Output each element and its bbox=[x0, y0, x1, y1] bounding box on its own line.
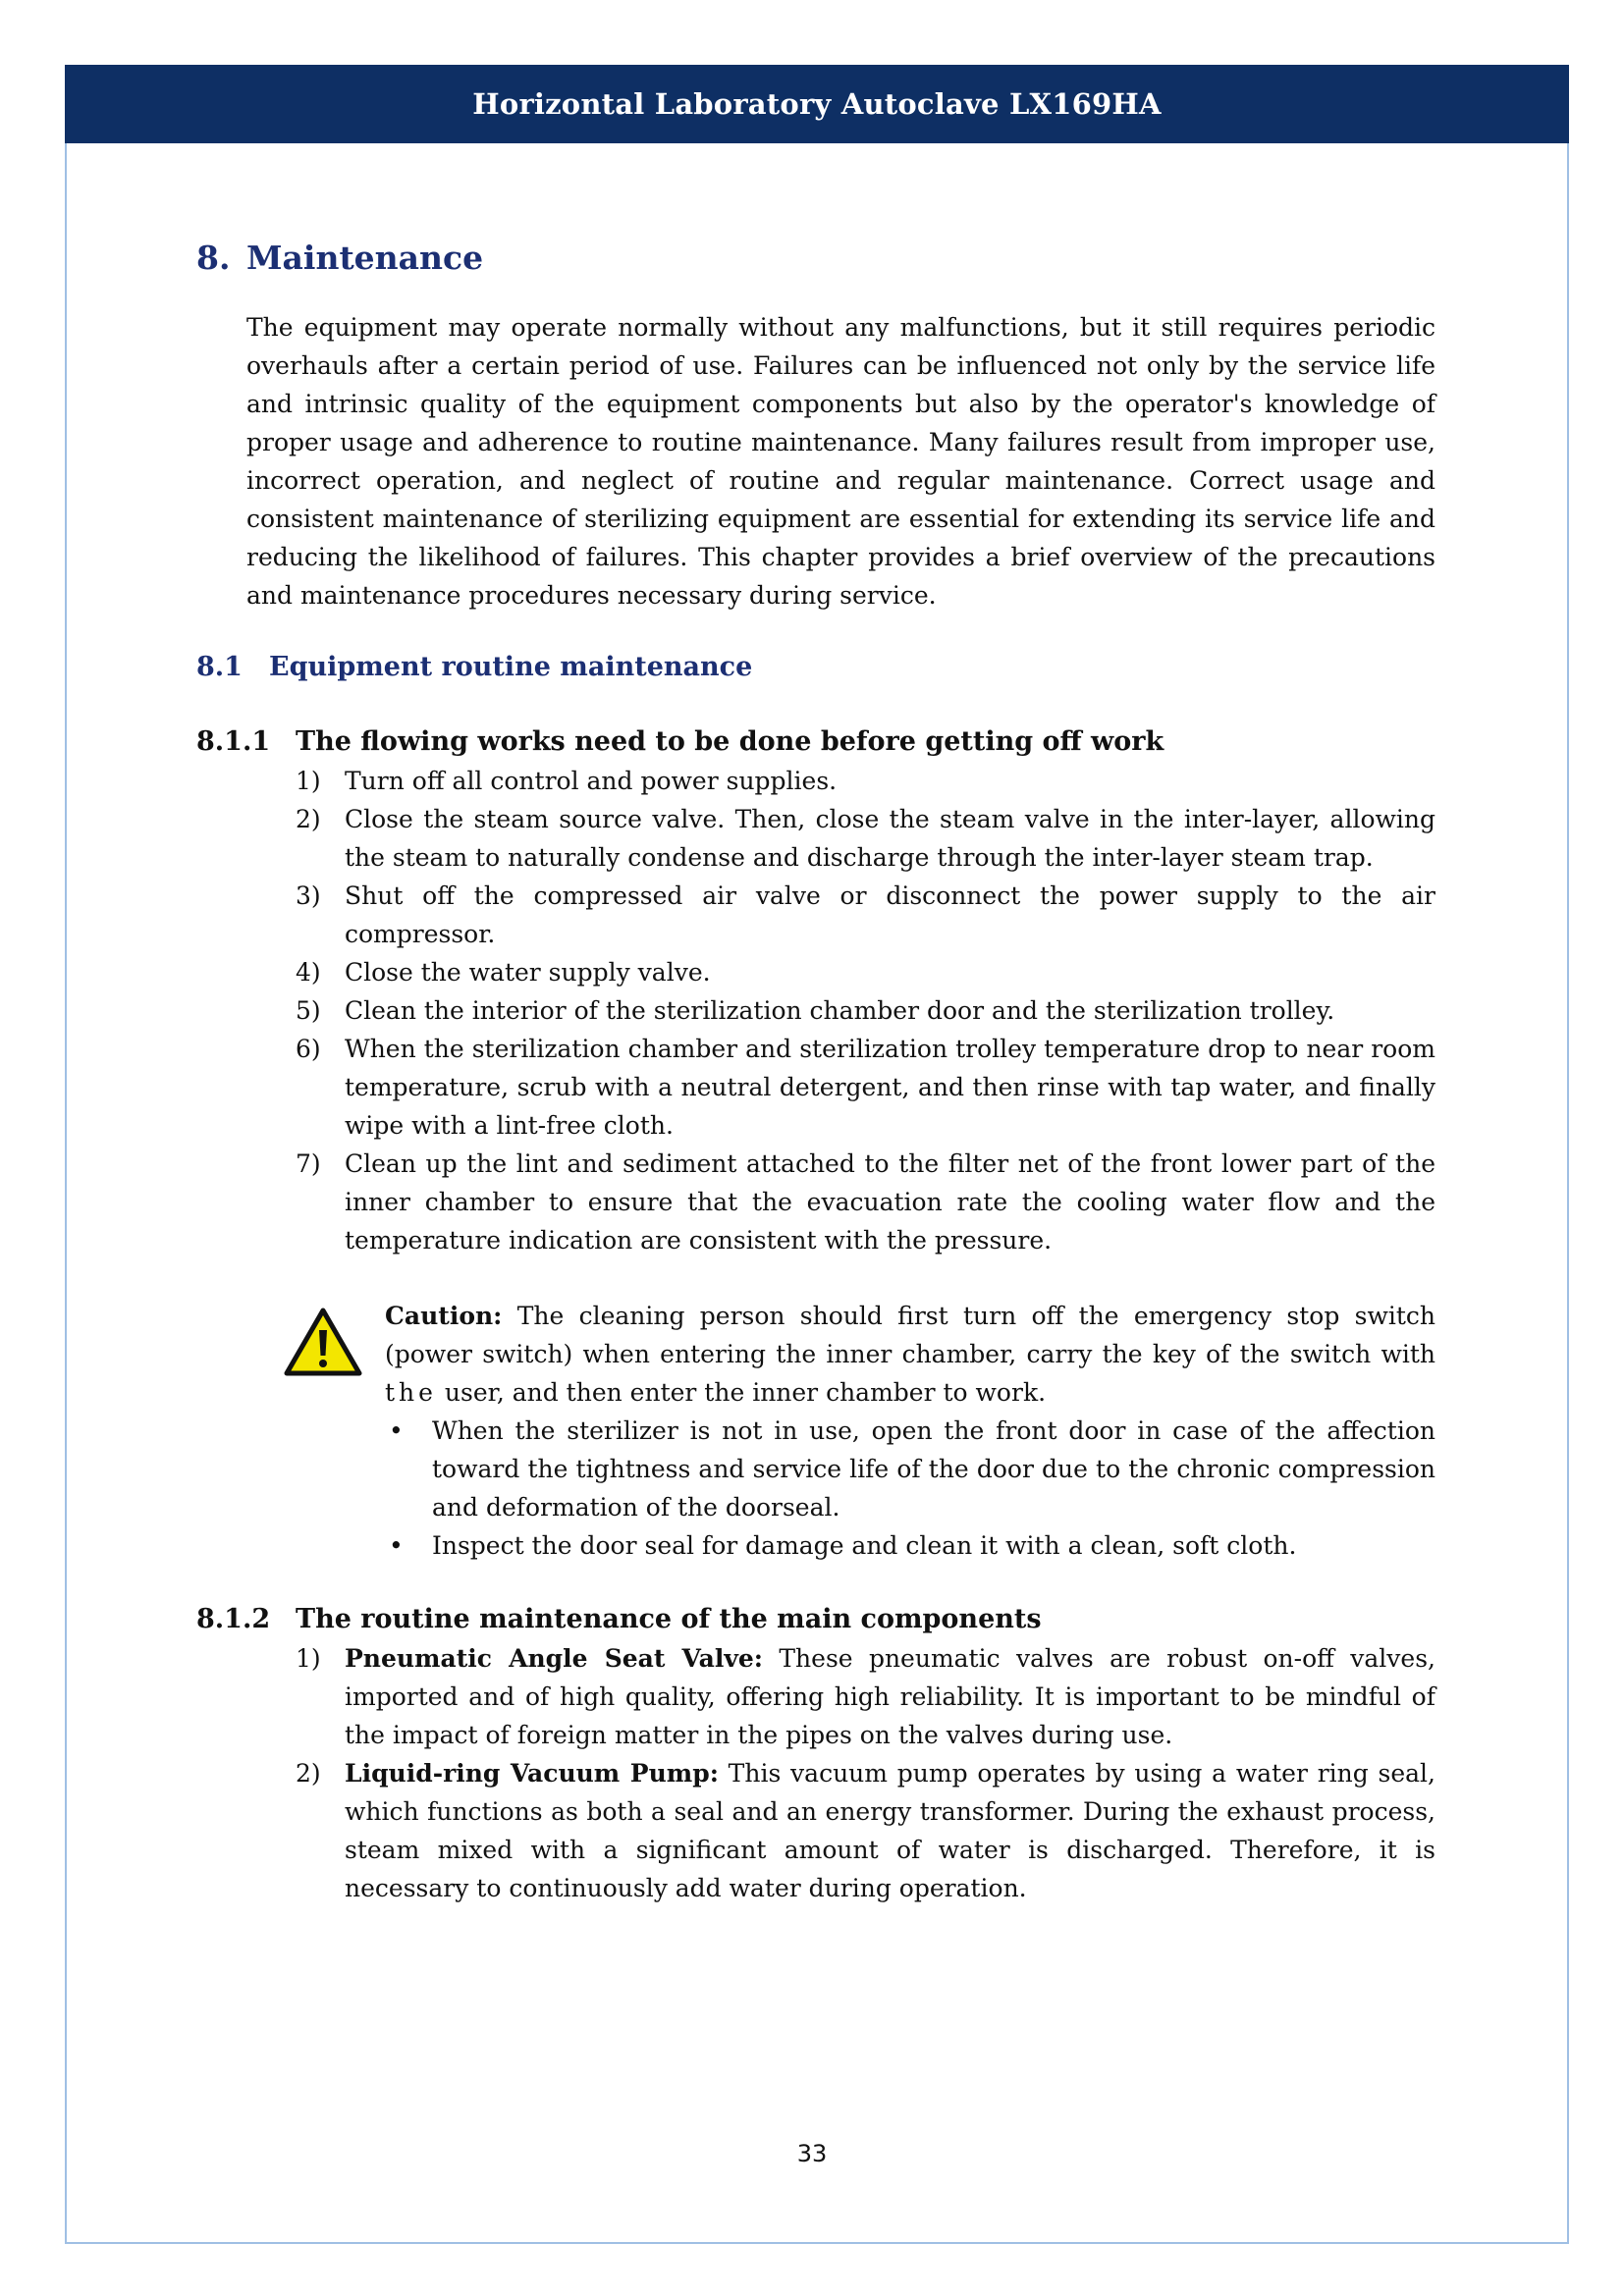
component-label: Pneumatic Angle Seat Valve: bbox=[345, 1644, 763, 1673]
list-item bbox=[296, 1145, 1435, 1259]
list-item-number: 6) bbox=[296, 1035, 321, 1063]
section-title: Equipment routine maintenance bbox=[269, 652, 753, 682]
page-content bbox=[196, 232, 1435, 1907]
component-label: Liquid-ring Vacuum Pump: bbox=[345, 1759, 719, 1788]
list-item-number: 2) bbox=[296, 1759, 321, 1788]
list-item-text bbox=[345, 1754, 1435, 1907]
section-heading-8-1 bbox=[196, 648, 1435, 687]
subsection-number: 8.1.1 bbox=[196, 726, 271, 757]
caution-text bbox=[385, 1297, 1435, 1412]
chapter-title: Maintenance bbox=[246, 239, 484, 277]
subsection-heading-8-1-1 bbox=[196, 722, 1435, 762]
list-item-number: 3) bbox=[296, 881, 321, 910]
document-header bbox=[65, 65, 1569, 143]
caution-notice bbox=[385, 1297, 1435, 1565]
list-item bbox=[296, 953, 1435, 991]
list-item bbox=[296, 1030, 1435, 1145]
subsection-heading-8-1-2 bbox=[196, 1600, 1435, 1639]
list-item-text: Close the water supply valve. bbox=[345, 958, 711, 987]
caution-text-part: the bbox=[385, 1378, 437, 1407]
chapter-number: 8. bbox=[196, 239, 231, 277]
list-item-text: Close the steam source valve. Then, close the steam valve in the inter-layer, allowing the steam to naturally condense and discharge through the inter-layer steam trap. bbox=[345, 805, 1435, 872]
document-title: Horizontal Laboratory Autoclave LX169HA bbox=[472, 87, 1162, 121]
components-list bbox=[296, 1639, 1435, 1907]
page-number: 33 bbox=[796, 2140, 828, 2167]
section-number: 8.1 bbox=[196, 652, 243, 682]
bullet-item bbox=[385, 1526, 1435, 1565]
list-item-text: Turn off all control and power supplies. bbox=[345, 767, 838, 795]
list-item-number: 2) bbox=[296, 805, 321, 833]
list-item-text: Clean up the lint and sediment attached to the filter net of the front lower part of the inner chamber to ensure that the evacuation rate the cooling water flow and the temperature indication are consistent with the pressure. bbox=[345, 1149, 1435, 1255]
end-of-work-list bbox=[296, 762, 1435, 1259]
list-item-text: When the sterilization chamber and sterilization trolley temperature drop to near room temperature, scrub with a neutral detergent, and then rinse with tap water, and finally wipe with a lint-free cloth. bbox=[345, 1035, 1435, 1140]
list-item-text: Clean the interior of the sterilization chamber door and the sterilization trolley. bbox=[345, 996, 1335, 1025]
caution-text-part: The cleaning person should first turn off the emergency stop switch (power switch) when entering the inner chamber, carry the key of the switch with bbox=[385, 1302, 1435, 1368]
list-item-number: 1) bbox=[296, 1644, 321, 1673]
list-item bbox=[296, 1639, 1435, 1754]
bullet-text: Inspect the door seal for damage and clean it with a clean, soft cloth. bbox=[432, 1531, 1297, 1560]
component-description: This vacuum pump operates by using a water ring seal, which functions as both a seal and an energy transformer. During the exhaust process, steam mixed with a significant amount of water is discharged. Therefore, it is necessary to continuously add water during operation. bbox=[345, 1759, 1435, 1902]
subsection-title: The routine maintenance of the main components bbox=[296, 1604, 1042, 1634]
list-item-text: Shut off the compressed air valve or disconnect the power supply to the air compressor. bbox=[345, 881, 1435, 948]
list-item bbox=[296, 877, 1435, 953]
list-item-number: 1) bbox=[296, 767, 321, 795]
bullet-dot-icon: • bbox=[389, 1531, 404, 1560]
caution-label: Caution: bbox=[385, 1302, 503, 1330]
bullet-text: When the sterilizer is not in use, open the front door in case of the affection toward the tightness and service life of the door due to the chronic compression and deformation of the doorseal. bbox=[432, 1416, 1435, 1522]
list-item bbox=[296, 991, 1435, 1030]
list-item-number: 5) bbox=[296, 996, 321, 1025]
list-item bbox=[296, 800, 1435, 877]
list-item-number: 4) bbox=[296, 958, 321, 987]
list-item bbox=[296, 1754, 1435, 1907]
subsection-number: 8.1.2 bbox=[196, 1604, 271, 1634]
list-item-number: 7) bbox=[296, 1149, 321, 1178]
subsection-title: The flowing works need to be done before getting off work bbox=[296, 726, 1164, 757]
caution-text-part: user, and then enter the inner chamber to work. bbox=[436, 1378, 1047, 1407]
chapter-intro-paragraph: The equipment may operate normally without any malfunctions, but it still requires periodic overhauls after a certain period of use. Failures can be influenced not only by the service life and intrinsic quality of the equipment components but also by the operator's knowledge of proper usage and adherence to routine maintenance. Many failures result from improper use, incorrect operation, and neglect of routine and regular maintenance. Correct usage and consistent maintenance of sterilizing equipment are essential for extending its service life and reducing the likelihood of failures. This chapter provides a brief overview of the precautions and maintenance procedures necessary during service. bbox=[246, 313, 1435, 610]
list-item bbox=[296, 762, 1435, 800]
chapter-heading bbox=[196, 232, 1435, 285]
component-description: These pneumatic valves are robust on-off valves, imported and of high quality, offering high reliability. It is important to be mindful of the impact of foreign matter in the pipes on the valves during use. bbox=[345, 1644, 1435, 1749]
bullet-item bbox=[385, 1412, 1435, 1526]
warning-triangle-icon bbox=[283, 1307, 363, 1377]
list-item-text bbox=[345, 1639, 1435, 1754]
bullet-dot-icon: • bbox=[389, 1416, 404, 1445]
caution-bullet-list bbox=[385, 1412, 1435, 1565]
